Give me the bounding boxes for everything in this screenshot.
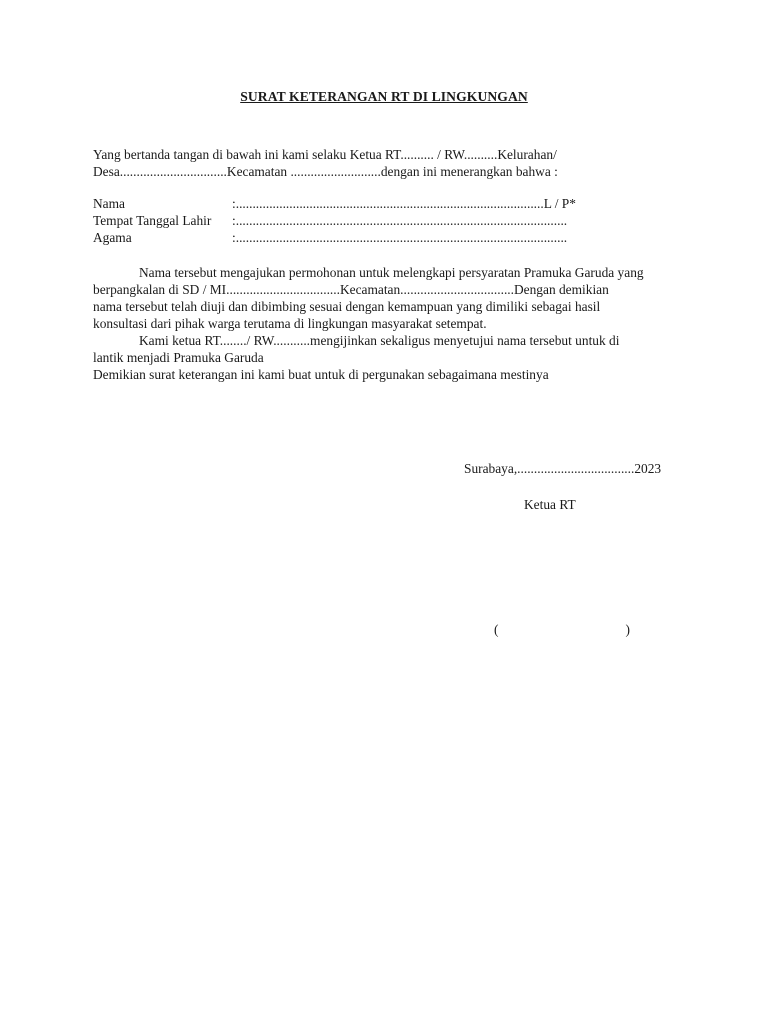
signature-open-paren: ( <box>494 622 499 637</box>
body-line: lantik menjadi Pramuka Garuda <box>93 350 264 365</box>
identity-fields <box>93 195 693 246</box>
field-row-tempat-tanggal-lahir <box>93 212 693 229</box>
field-row-nama <box>93 195 693 212</box>
body-line: Kami ketua RT......../ RW...........mengijinkan sekaligus menyetujui nama tersebut untuk di <box>139 333 620 348</box>
intro-line: Yang bertanda tangan di bawah ini kami selaku Ketua RT.......... / RW..........Kelurahan/ <box>93 147 557 162</box>
field-value: :............................................................................................L / P* <box>232 196 576 211</box>
body-line: konsultasi dari pihak warga terutama di lingkungan masyarakat setempat. <box>93 316 487 331</box>
body-line: Demikian surat keterangan ini kami buat untuk di pergunakan sebagaimana mestinya <box>93 367 549 382</box>
body-line: nama tersebut telah diuji dan dibimbing sesuai dengan kemampuan yang dimiliki sebagai hasil <box>93 299 601 314</box>
field-value: :................................................................................................... <box>232 213 568 228</box>
field-value: :................................................................................................... <box>232 230 568 245</box>
body-line: Nama tersebut mengajukan permohonan untuk melengkapi persyaratan Pramuka Garuda yang <box>139 265 644 280</box>
signer-title: Ketua RT <box>524 497 576 512</box>
signature-close-paren: ) <box>625 622 630 637</box>
field-label: Agama <box>93 230 132 245</box>
field-row-agama <box>93 229 693 246</box>
letter-title: SURAT KETERANGAN RT DI LINGKUNGAN <box>240 89 528 104</box>
place-date: Surabaya,...................................2023 <box>464 461 662 476</box>
signature-placeholder <box>494 621 630 638</box>
field-label: Tempat Tanggal Lahir <box>93 213 212 228</box>
body-line: berpangkalan di SD / MI..................................Kecamatan..................................Dengan demikian <box>93 282 609 297</box>
field-label: Nama <box>93 196 125 211</box>
intro-line: Desa................................Kecamatan ...........................dengan ini menerangkan bahwa : <box>93 164 558 179</box>
intro-paragraph <box>93 146 693 180</box>
body-paragraph <box>93 264 693 383</box>
